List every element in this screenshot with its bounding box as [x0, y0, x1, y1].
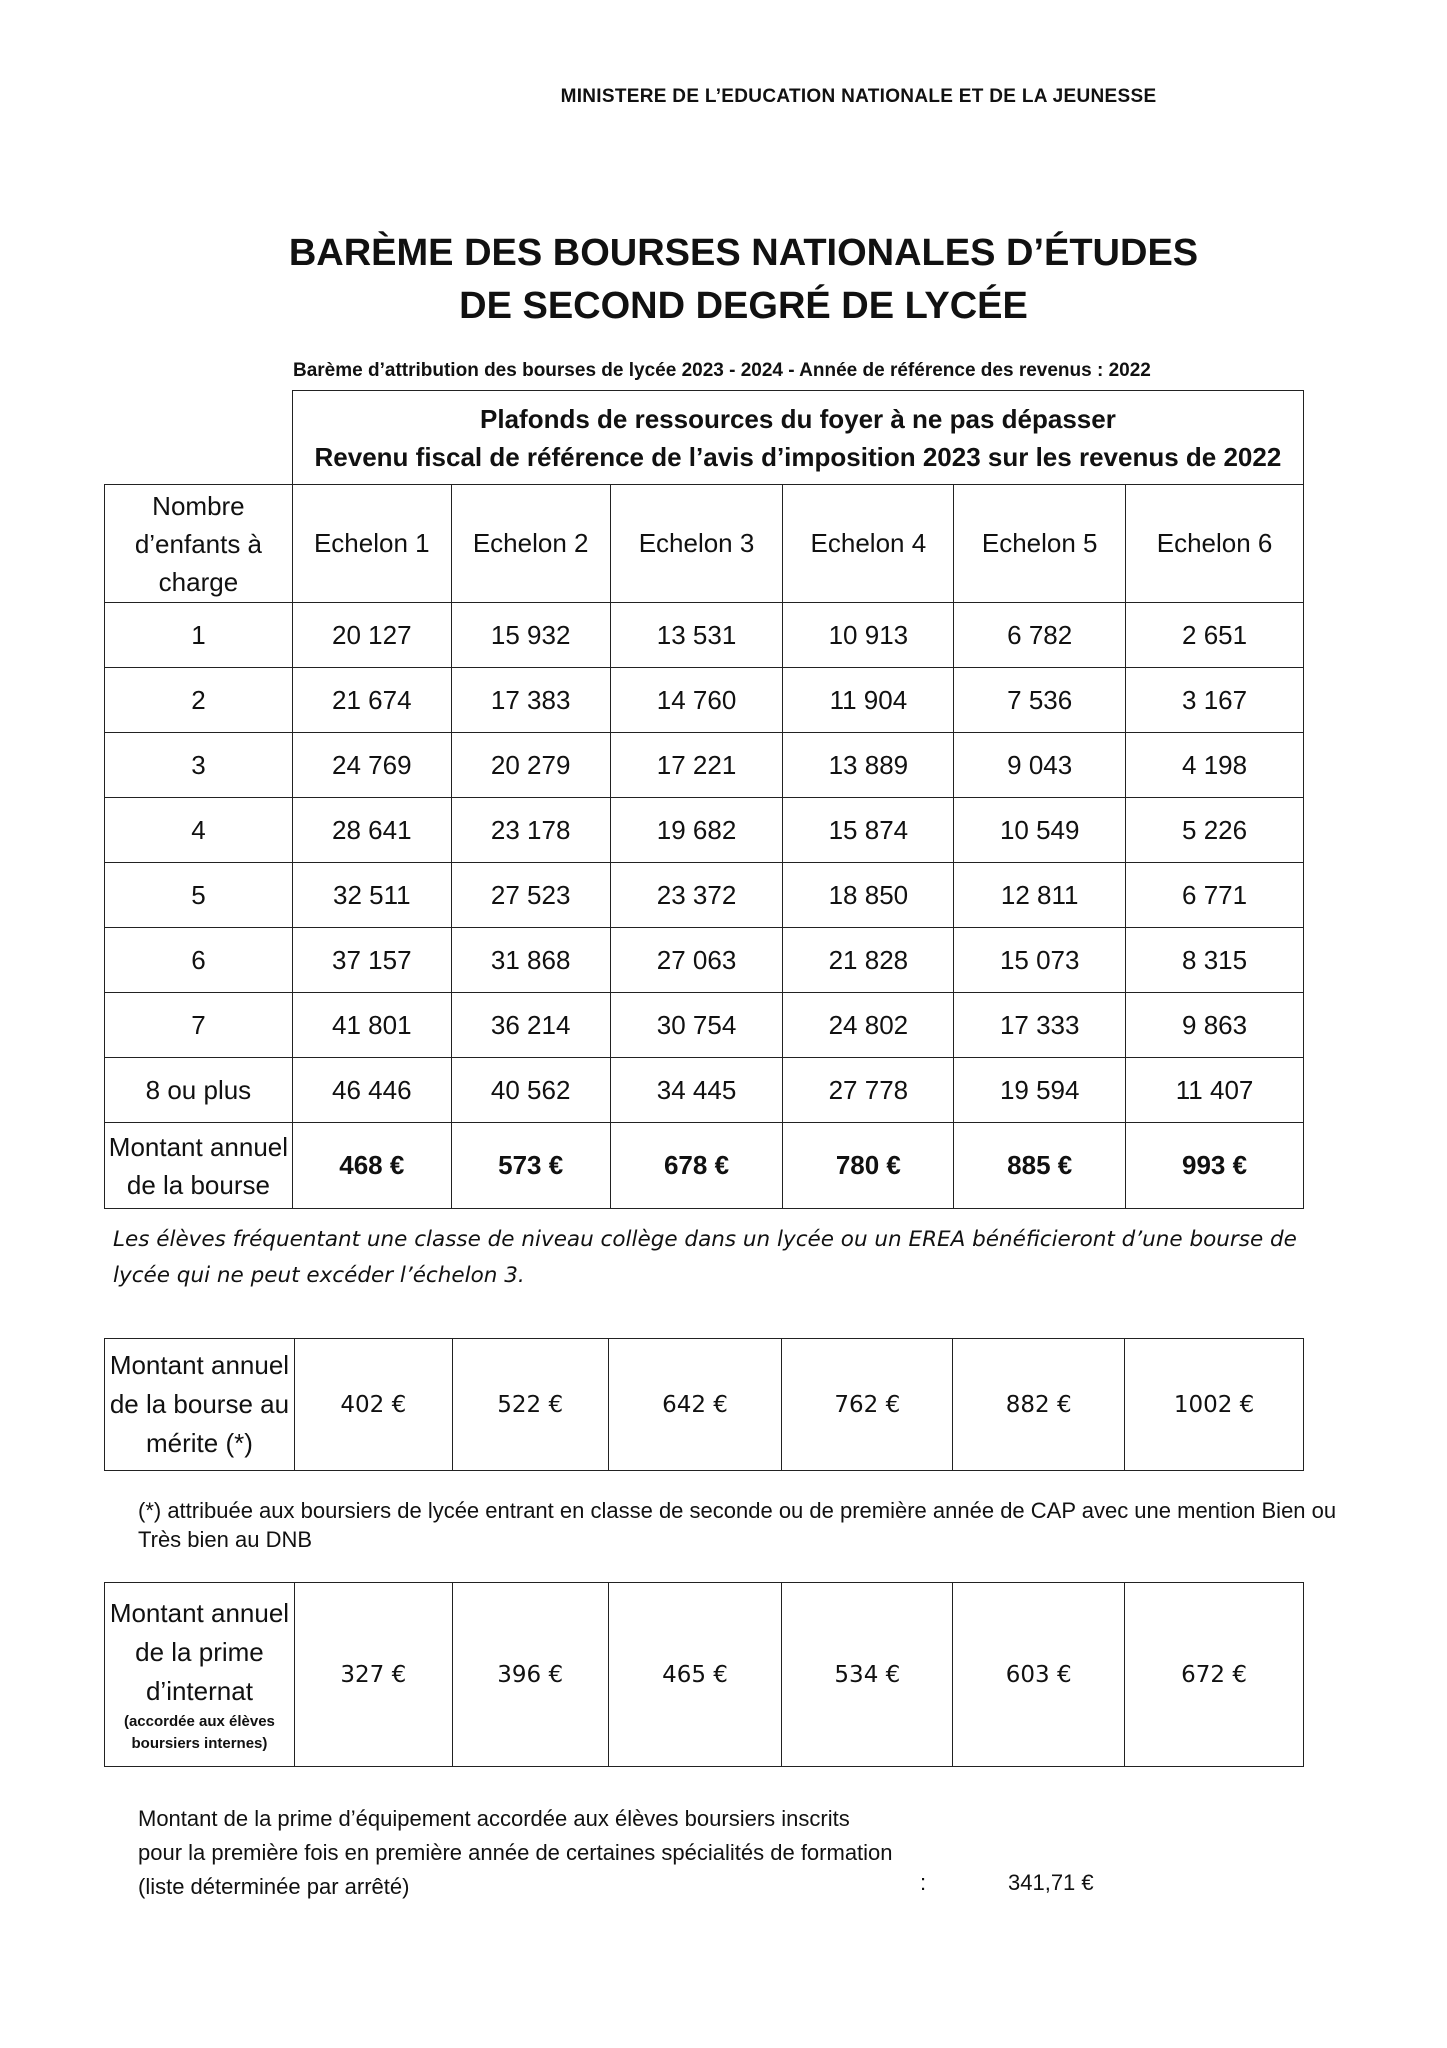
table-row [105, 798, 1304, 863]
table-cell: 30 754 [610, 993, 783, 1058]
table-cell: 34 445 [610, 1058, 783, 1123]
boarding-bonus-table [104, 1582, 1304, 1767]
annual-amount-value: 573 € [451, 1123, 610, 1209]
merit-bonus-table [104, 1338, 1304, 1471]
table-cell: 20 127 [292, 603, 451, 668]
page-title-line2: DE SECOND DEGRÉ DE LYCÉE [459, 285, 1028, 327]
column-header: Echelon 3 [610, 485, 783, 603]
equipment-colon: : [920, 1870, 927, 1895]
merit-value: 882 € [953, 1339, 1125, 1471]
column-header: Echelon 2 [451, 485, 610, 603]
table-cell: 27 523 [451, 863, 610, 928]
table-cell: 4 198 [1126, 733, 1304, 798]
table-cell: 10 549 [954, 798, 1126, 863]
merit-footnote-line2: Très bien au DNB [138, 1527, 313, 1552]
row-label: 2 [105, 668, 293, 733]
equipment-line1: Montant de la prime d’équipement accordée aux élèves boursiers inscrits [138, 1806, 850, 1831]
merit-value: 402 € [294, 1339, 452, 1471]
annual-amount-value: 885 € [954, 1123, 1126, 1209]
row-label: 7 [105, 993, 293, 1058]
row-label: 3 [105, 733, 293, 798]
table-cell: 46 446 [292, 1058, 451, 1123]
boarding-value: 534 € [782, 1583, 953, 1767]
college-level-note [113, 1222, 1363, 1294]
annual-amount-value: 678 € [610, 1123, 783, 1209]
table-row [105, 863, 1304, 928]
table-cell: 2 651 [1126, 603, 1304, 668]
annual-amount-row [105, 1123, 1304, 1209]
annual-amount-value: 993 € [1126, 1123, 1304, 1209]
boarding-value: 465 € [608, 1583, 782, 1767]
table-cell: 23 372 [610, 863, 783, 928]
table-cell: 5 226 [1126, 798, 1304, 863]
table-cell: 19 682 [610, 798, 783, 863]
table-cell: 27 063 [610, 928, 783, 993]
caption-line2: Revenu fiscal de référence de l’avis d’imposition 2023 sur les revenus de 2022 [314, 441, 1282, 472]
table-cell: 20 279 [451, 733, 610, 798]
table-cell: 23 178 [451, 798, 610, 863]
table-cell: 13 531 [610, 603, 783, 668]
row-label: 6 [105, 928, 293, 993]
boarding-row [105, 1583, 1304, 1767]
boarding-label-line1: Montant annuel [109, 1598, 290, 1628]
table-cell: 27 778 [783, 1058, 954, 1123]
column-header: Echelon 6 [1126, 485, 1304, 603]
table-cell: 15 932 [451, 603, 610, 668]
table-cell: 18 850 [783, 863, 954, 928]
merit-value: 642 € [608, 1339, 782, 1471]
merit-label-line2: de la bourse au [109, 1389, 290, 1419]
table-cell: 12 811 [954, 863, 1126, 928]
merit-value: 522 € [452, 1339, 608, 1471]
table-cell: 15 874 [783, 798, 954, 863]
table-cell: 21 828 [783, 928, 954, 993]
table-cell: 11 407 [1126, 1058, 1304, 1123]
table-caption [292, 391, 1303, 485]
merit-label [105, 1339, 295, 1471]
column-header: Echelon 5 [954, 485, 1126, 603]
table-cell: 21 674 [292, 668, 451, 733]
merit-value: 762 € [782, 1339, 953, 1471]
equipment-line3: (liste déterminée par arrêté) [138, 1874, 410, 1899]
table-row [105, 733, 1304, 798]
table-cell: 17 333 [954, 993, 1126, 1058]
merit-footnote [138, 1496, 1358, 1554]
income-ceiling-table [104, 390, 1304, 1209]
table-row [105, 668, 1304, 733]
boarding-label-note2: boursiers internes) [131, 1735, 268, 1752]
college-note-line2: lycée qui ne peut excéder l’échelon 3. [113, 1263, 525, 1288]
row-header-label-line2: d’enfants à [134, 528, 263, 559]
boarding-value: 672 € [1125, 1583, 1304, 1767]
equipment-line2: pour la première fois en première année de certaines spécialités de formation [138, 1840, 893, 1865]
merit-value: 1002 € [1125, 1339, 1304, 1471]
annual-amount-label [105, 1123, 293, 1209]
table-row [105, 928, 1304, 993]
table-cell: 6 782 [954, 603, 1126, 668]
table-cell: 6 771 [1126, 863, 1304, 928]
table-cell: 15 073 [954, 928, 1126, 993]
merit-label-line1: Montant annuel [109, 1350, 290, 1380]
boarding-value: 603 € [953, 1583, 1125, 1767]
table-cell: 36 214 [451, 993, 610, 1058]
boarding-value: 396 € [452, 1583, 608, 1767]
table-cell: 32 511 [292, 863, 451, 928]
table-caption-row [105, 391, 1304, 485]
column-header: Echelon 4 [783, 485, 954, 603]
boarding-label-note1: (accordée aux élèves [123, 1713, 275, 1730]
table-cell: 37 157 [292, 928, 451, 993]
row-header-label-line3: charge [158, 566, 239, 597]
annual-amount-label-line1: Montant annuel [108, 1131, 289, 1162]
table-cell: 9 863 [1126, 993, 1304, 1058]
table-row [105, 1058, 1304, 1123]
column-header: Echelon 1 [292, 485, 451, 603]
table-cell: 13 889 [783, 733, 954, 798]
merit-label-line3: mérite (*) [145, 1428, 253, 1458]
row-header-label [105, 485, 293, 603]
table-cell: 8 315 [1126, 928, 1304, 993]
table-cell: 3 167 [1126, 668, 1304, 733]
table-row [105, 993, 1304, 1058]
table-cell: 10 913 [783, 603, 954, 668]
table-cell: 24 769 [292, 733, 451, 798]
table-cell: 31 868 [451, 928, 610, 993]
table-cell: 9 043 [954, 733, 1126, 798]
table-cell: 7 536 [954, 668, 1126, 733]
equipment-amount: 341,71 € [1008, 1870, 1094, 1895]
caption-line1: Plafonds de ressources du foyer à ne pas dépasser [480, 403, 1116, 434]
annual-amount-label-line2: de la bourse [126, 1169, 270, 1200]
table-cell: 40 562 [451, 1058, 610, 1123]
table-cell: 19 594 [954, 1058, 1126, 1123]
row-label: 1 [105, 603, 293, 668]
blank-corner [105, 391, 293, 485]
boarding-value: 327 € [294, 1583, 452, 1767]
row-label: 8 ou plus [105, 1058, 293, 1123]
row-label: 4 [105, 798, 293, 863]
boarding-label [105, 1583, 295, 1767]
table-row [105, 603, 1304, 668]
college-note-line1: Les élèves fréquentant une classe de niveau collège dans un lycée ou un EREA bénéficieront d’une bourse de [113, 1227, 1297, 1252]
equipment-bonus-text [138, 1802, 893, 1904]
row-label: 5 [105, 863, 293, 928]
merit-footnote-line1: (*) attribuée aux boursiers de lycée entrant en classe de seconde ou de première année de CAP avec une mention Bien ou [138, 1498, 1337, 1523]
boarding-label-line2: de la prime [135, 1637, 264, 1667]
table-cell: 17 221 [610, 733, 783, 798]
annual-amount-value: 468 € [292, 1123, 451, 1209]
column-header-row [105, 485, 1304, 603]
annual-amount-value: 780 € [783, 1123, 954, 1209]
merit-row [105, 1339, 1304, 1471]
table-cell: 28 641 [292, 798, 451, 863]
table-cell: 14 760 [610, 668, 783, 733]
table-cell: 11 904 [783, 668, 954, 733]
row-header-label-line1: Nombre [152, 490, 245, 521]
boarding-label-line3: d’internat [145, 1676, 253, 1706]
page-subtitle: Barème d’attribution des bourses de lycée 2023 - 2024 - Année de référence des revenus : 2022 [293, 360, 1151, 381]
table-cell: 41 801 [292, 993, 451, 1058]
table-cell: 24 802 [783, 993, 954, 1058]
table-cell: 17 383 [451, 668, 610, 733]
ministry-header: MINISTERE DE L’EDUCATION NATIONALE ET DE LA JEUNESSE [560, 86, 1157, 107]
page-title-line1: BARÈME DES BOURSES NATIONALES D’ÉTUDES [288, 232, 1199, 274]
